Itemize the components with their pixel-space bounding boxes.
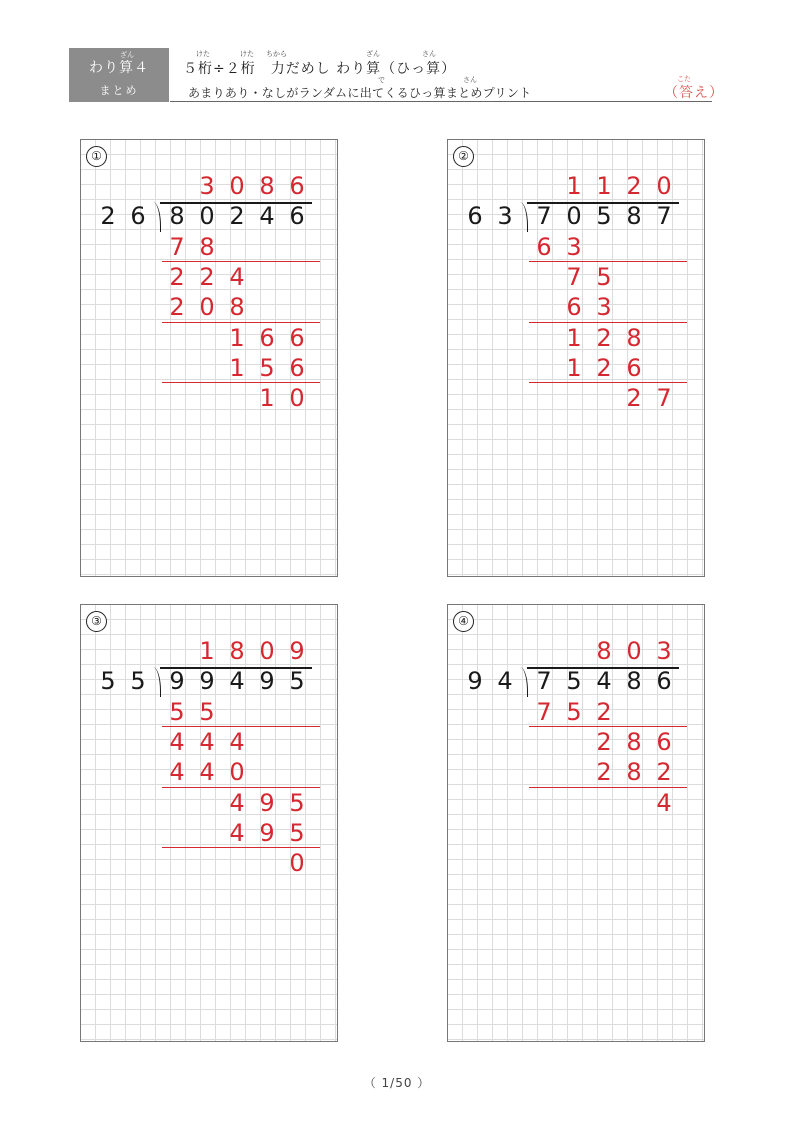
- work-digit: 6: [566, 293, 582, 322]
- work-digit: 2: [169, 293, 185, 322]
- work-digit: 6: [259, 323, 275, 352]
- worksheet-subtitle: あまりあり・なしがランダムに出てくるひっ算まとめプリント: [188, 86, 532, 100]
- work-digit: 3: [596, 293, 612, 322]
- work-digit: 4: [169, 758, 185, 787]
- quotient-digit: 3: [656, 637, 672, 665]
- quotient-digit: 1: [566, 172, 582, 200]
- work-digit: 1: [229, 323, 245, 352]
- work-digit: 5: [566, 697, 582, 726]
- title-ruby-1: けた: [196, 50, 210, 58]
- dividend-digit: 2: [229, 202, 245, 231]
- quotient-digit: 0: [656, 172, 672, 200]
- work-digit: 4: [169, 727, 185, 756]
- work-digit: 2: [199, 262, 215, 291]
- problem-number: ②: [453, 146, 474, 167]
- work-digit: 2: [596, 353, 612, 382]
- divisor-digit: 5: [100, 667, 116, 696]
- work-digit: 1: [566, 353, 582, 382]
- title-ruby-2: けた: [240, 50, 254, 58]
- dividend-digit: 0: [566, 202, 582, 231]
- badge-ruby: ざん: [120, 51, 134, 59]
- problem-number: ③: [86, 611, 107, 632]
- work-digit: 2: [596, 727, 612, 756]
- division-bracket: [153, 202, 161, 232]
- dividend-digit: 4: [259, 202, 275, 231]
- divisor-digit: 2: [100, 202, 116, 231]
- work-digit: 0: [289, 384, 305, 413]
- work-digit: 7: [566, 262, 582, 291]
- problem-box-2: [447, 139, 705, 577]
- work-digit: 7: [656, 384, 672, 413]
- work-digit: 6: [289, 323, 305, 352]
- badge-title: わり算４: [89, 60, 149, 76]
- answer-ruby: こた: [677, 75, 691, 83]
- work-digit: 4: [229, 262, 245, 291]
- work-digit: 6: [626, 353, 642, 382]
- quotient-digit: 0: [626, 637, 642, 665]
- work-digit: 4: [229, 727, 245, 756]
- dividend-digit: 7: [536, 667, 552, 696]
- quotient-digit: 6: [289, 172, 305, 200]
- divisor-digit: 6: [130, 202, 146, 231]
- quotient-digit: 3: [199, 172, 215, 200]
- subtitle-ruby-2: さん: [463, 76, 477, 84]
- dividend-digit: 7: [536, 202, 552, 231]
- problem-number: ①: [86, 146, 107, 167]
- work-digit: 6: [656, 727, 672, 756]
- problem-number: ④: [453, 611, 474, 632]
- quotient-digit: 2: [626, 172, 642, 200]
- dividend-digit: 4: [229, 667, 245, 696]
- dividend-digit: 9: [199, 667, 215, 696]
- work-digit: 9: [259, 818, 275, 847]
- work-digit: 8: [199, 232, 215, 261]
- work-digit: 3: [566, 232, 582, 261]
- work-digit: 5: [596, 262, 612, 291]
- work-digit: 0: [289, 849, 305, 878]
- divisor-digit: 5: [130, 667, 146, 696]
- work-digit: 8: [229, 293, 245, 322]
- dividend-digit: 6: [656, 667, 672, 696]
- work-digit: 0: [229, 758, 245, 787]
- division-bracket: [520, 202, 528, 232]
- dividend-digit: 5: [596, 202, 612, 231]
- dividend-digit: 5: [566, 667, 582, 696]
- dividend-digit: 8: [169, 202, 185, 231]
- work-digit: 6: [289, 353, 305, 382]
- quotient-digit: 0: [229, 172, 245, 200]
- dividend-digit: 9: [259, 667, 275, 696]
- subtitle-ruby-1: で: [378, 76, 385, 84]
- dividend-digit: 0: [199, 202, 215, 231]
- work-digit: 8: [626, 758, 642, 787]
- dividend-digit: 8: [626, 202, 642, 231]
- work-digit: 2: [626, 384, 642, 413]
- work-digit: 2: [596, 323, 612, 352]
- work-digit: 6: [536, 232, 552, 261]
- work-digit: 4: [229, 818, 245, 847]
- division-bracket: [153, 667, 161, 697]
- title-ruby-3: ちから: [266, 50, 287, 58]
- work-digit: 4: [656, 788, 672, 817]
- dividend-digit: 6: [289, 202, 305, 231]
- problem-box-4: [447, 604, 705, 1042]
- title-ruby-4: ざん: [366, 50, 380, 58]
- header-rule: [170, 101, 712, 102]
- work-digit: 4: [199, 727, 215, 756]
- work-digit: 4: [199, 758, 215, 787]
- division-bracket: [520, 667, 528, 697]
- title-ruby-5: さん: [422, 50, 436, 58]
- worksheet-title: ５桁÷２桁 力だめし わり算（ひっ算）: [183, 61, 457, 77]
- page-number: （ 1/50 ）: [363, 1076, 431, 1090]
- quotient-digit: 8: [596, 637, 612, 665]
- quotient-digit: 0: [259, 637, 275, 665]
- work-digit: 4: [229, 788, 245, 817]
- dividend-digit: 5: [289, 667, 305, 696]
- work-digit: 8: [626, 727, 642, 756]
- work-digit: 7: [169, 232, 185, 261]
- work-digit: 8: [626, 323, 642, 352]
- work-digit: 1: [566, 323, 582, 352]
- divisor-digit: 6: [467, 202, 483, 231]
- quotient-digit: 8: [229, 637, 245, 665]
- topic-badge: [69, 48, 169, 102]
- badge-subtitle: まとめ: [99, 84, 139, 97]
- divisor-digit: 4: [497, 667, 513, 696]
- work-digit: 1: [259, 384, 275, 413]
- answer-key-label: （答え）: [664, 85, 724, 101]
- divisor-digit: 9: [467, 667, 483, 696]
- work-digit: 7: [536, 697, 552, 726]
- work-digit: 5: [259, 353, 275, 382]
- work-digit: 5: [169, 697, 185, 726]
- problem-box-1: [80, 139, 338, 577]
- work-digit: 5: [199, 697, 215, 726]
- work-digit: 1: [229, 353, 245, 382]
- problem-box-3: [80, 604, 338, 1042]
- work-digit: 2: [596, 697, 612, 726]
- dividend-digit: 9: [169, 667, 185, 696]
- work-digit: 2: [596, 758, 612, 787]
- dividend-digit: 4: [596, 667, 612, 696]
- work-digit: 5: [289, 788, 305, 817]
- dividend-digit: 8: [626, 667, 642, 696]
- quotient-digit: 1: [596, 172, 612, 200]
- dividend-digit: 7: [656, 202, 672, 231]
- quotient-digit: 1: [199, 637, 215, 665]
- work-digit: 9: [259, 788, 275, 817]
- work-digit: 0: [199, 293, 215, 322]
- divisor-digit: 3: [497, 202, 513, 231]
- quotient-digit: 8: [259, 172, 275, 200]
- work-digit: 2: [169, 262, 185, 291]
- quotient-digit: 9: [289, 637, 305, 665]
- work-digit: 2: [656, 758, 672, 787]
- work-digit: 5: [289, 818, 305, 847]
